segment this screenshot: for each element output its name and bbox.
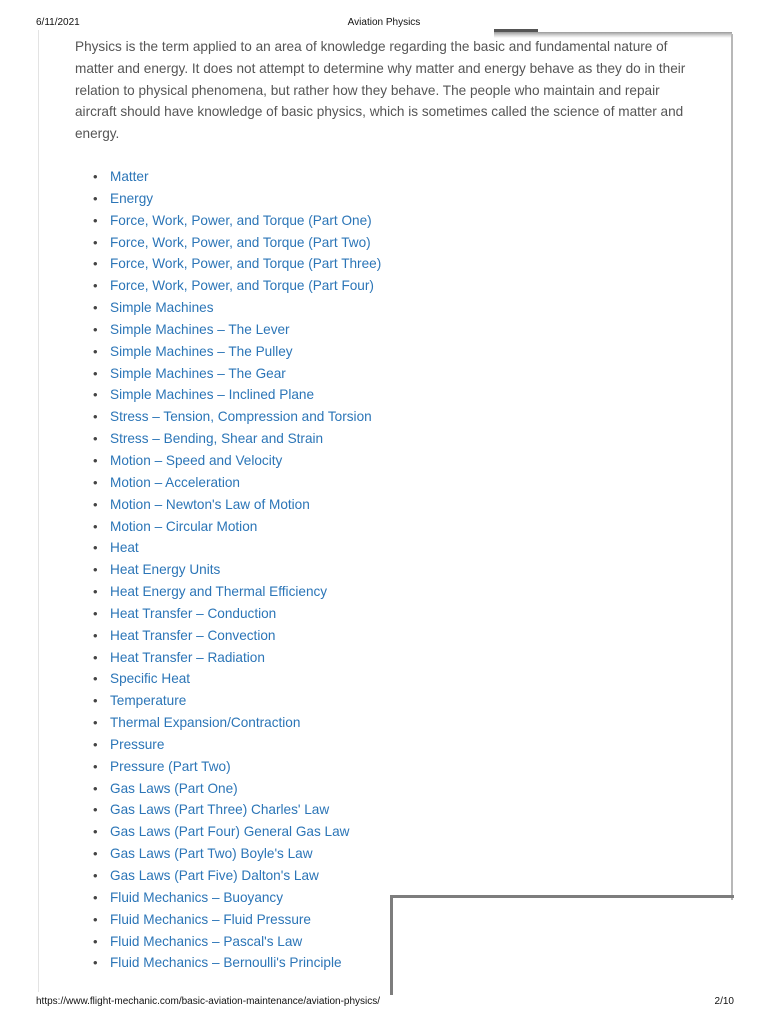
bullet-icon: •: [93, 736, 98, 752]
list-item: [93, 428, 473, 450]
list-item: [93, 559, 473, 581]
topic-link[interactable]: Simple Machines – The Lever: [110, 321, 290, 337]
list-item: [93, 210, 473, 232]
list-item: [93, 668, 473, 690]
topic-link[interactable]: Motion – Speed and Velocity: [110, 452, 283, 468]
topic-link[interactable]: Motion – Acceleration: [110, 474, 240, 490]
bullet-icon: •: [93, 933, 98, 949]
list-item: [93, 821, 473, 843]
topic-link[interactable]: Simple Machines – Inclined Plane: [110, 387, 315, 403]
topic-link[interactable]: Heat Transfer – Conduction: [110, 605, 277, 621]
topic-link[interactable]: Simple Machines – The Pulley: [110, 343, 293, 359]
bullet-icon: •: [93, 868, 98, 883]
list-item: [93, 494, 473, 516]
list-item: [93, 319, 473, 341]
page-number: 2/10: [714, 996, 734, 1007]
list-item: [93, 166, 473, 188]
bullet-icon: •: [93, 627, 98, 643]
sidebar-border: [731, 34, 733, 900]
list-item: [93, 909, 473, 931]
list-item: [93, 581, 473, 603]
topic-link[interactable]: Temperature: [110, 693, 187, 709]
list-item: [93, 537, 473, 559]
bullet-icon: •: [93, 955, 98, 971]
list-item: [93, 756, 473, 778]
list-item: [93, 384, 473, 406]
topic-link[interactable]: Force, Work, Power, and Torque (Part One): [110, 212, 372, 228]
list-item: [93, 647, 473, 669]
bullet-icon: •: [93, 889, 98, 905]
bullet-icon: •: [93, 212, 98, 228]
list-item: [93, 712, 473, 734]
topic-link[interactable]: Gas Laws (Part One): [110, 780, 238, 796]
bullet-icon: •: [93, 693, 98, 709]
topic-link[interactable]: Force, Work, Power, and Torque (Part Four): [110, 278, 374, 294]
topic-link[interactable]: Heat Transfer – Radiation: [110, 649, 265, 665]
list-item: [93, 253, 473, 275]
topic-link[interactable]: Gas Laws (Part Four) General Gas Law: [110, 824, 350, 840]
topic-link[interactable]: Heat Transfer – Convection: [110, 627, 276, 643]
bullet-icon: •: [93, 409, 98, 425]
list-item: [93, 799, 473, 821]
bullet-icon: •: [93, 540, 98, 556]
topic-link[interactable]: Motion – Circular Motion: [110, 518, 258, 534]
list-item: [93, 363, 473, 385]
bullet-icon: •: [93, 562, 98, 578]
list-item: [93, 472, 473, 494]
bullet-icon: •: [93, 496, 98, 512]
list-item: [93, 952, 473, 974]
list-item: [93, 603, 473, 625]
bullet-icon: •: [93, 802, 98, 818]
bullet-icon: •: [93, 321, 98, 337]
bullet-icon: •: [93, 278, 98, 294]
topic-link[interactable]: Fluid Mechanics – Bernoulli's Principle: [110, 955, 342, 971]
topic-link[interactable]: Pressure: [110, 736, 165, 752]
print-footer: [0, 996, 768, 1014]
topic-link[interactable]: Gas Laws (Part Five) Dalton's Law: [110, 868, 319, 883]
bullet-icon: •: [93, 256, 98, 272]
topic-link[interactable]: Simple Machines – The Gear: [110, 365, 286, 381]
topic-link[interactable]: Heat Energy and Thermal Efficiency: [110, 584, 328, 600]
list-item: [93, 406, 473, 428]
topic-link[interactable]: Heat: [110, 540, 139, 556]
bullet-icon: •: [93, 911, 98, 927]
list-item: [93, 865, 473, 887]
print-date: 6/11/2021: [36, 17, 80, 28]
bullet-icon: •: [93, 365, 98, 381]
bullet-icon: •: [93, 343, 98, 359]
list-item: [93, 887, 473, 909]
bullet-icon: •: [93, 190, 98, 206]
bullet-icon: •: [93, 584, 98, 600]
list-item: [93, 778, 473, 800]
topic-link[interactable]: Motion – Newton's Law of Motion: [110, 496, 310, 512]
list-item: [93, 297, 473, 319]
topic-link[interactable]: Gas Laws (Part Three) Charles' Law: [110, 802, 330, 818]
bullet-icon: •: [93, 452, 98, 468]
list-item: [93, 275, 473, 297]
list-item: [93, 734, 473, 756]
bullet-icon: •: [93, 824, 98, 840]
bullet-icon: •: [93, 518, 98, 534]
topic-link[interactable]: Energy: [110, 190, 154, 206]
topic-link[interactable]: Force, Work, Power, and Torque (Part Two): [110, 234, 371, 250]
list-item: [93, 450, 473, 472]
topic-link[interactable]: Gas Laws (Part Two) Boyle's Law: [110, 846, 313, 862]
list-item: [93, 690, 473, 712]
intro-paragraph: Physics is the term applied to an area of knowledge regarding the basic and fundamental nature of matter and energy. It does not attempt to determine why matter and energy behave as they do in their relation to physical phenomena, but rather how they behave. The people who maintain and repair aircraft should have knowledge of basic physics, which is sometimes called the science of matter and energy.: [75, 39, 686, 142]
bullet-icon: •: [93, 605, 98, 621]
list-item: [93, 843, 473, 865]
list-item: [93, 188, 473, 210]
topic-link[interactable]: Force, Work, Power, and Torque (Part Three): [110, 256, 382, 272]
bullet-icon: •: [93, 715, 98, 731]
bullet-icon: •: [93, 758, 98, 774]
topic-link[interactable]: Fluid Mechanics – Buoyancy: [110, 889, 284, 905]
topic-link[interactable]: Stress – Tension, Compression and Torsion: [110, 409, 372, 425]
page-title: Aviation Physics: [347, 17, 421, 28]
bullet-icon: •: [93, 234, 98, 250]
page-url: https://www.flight-mechanic.com/basic-aviation-maintenance/aviation-physics/: [36, 996, 381, 1007]
bullet-icon: •: [93, 431, 98, 447]
topic-link[interactable]: Fluid Mechanics – Fluid Pressure: [110, 911, 311, 927]
topic-link[interactable]: Fluid Mechanics – Pascal's Law: [110, 933, 303, 949]
topic-link[interactable]: Stress – Bending, Shear and Strain: [110, 431, 324, 447]
topic-link[interactable]: Pressure (Part Two): [110, 758, 231, 774]
list-item: [93, 625, 473, 647]
bullet-icon: •: [93, 300, 98, 316]
list-item: [93, 341, 473, 363]
list-item: [93, 516, 473, 538]
topic-link-list: [93, 166, 473, 974]
list-item: [93, 232, 473, 254]
bullet-icon: •: [93, 169, 98, 184]
bullet-icon: •: [93, 780, 98, 796]
topic-link[interactable]: Thermal Expansion/Contraction: [110, 715, 301, 731]
bullet-icon: •: [93, 846, 98, 862]
topic-link[interactable]: Matter: [110, 169, 149, 184]
bullet-icon: •: [93, 474, 98, 490]
bullet-icon: •: [93, 387, 98, 403]
list-item: [93, 931, 473, 953]
bullet-icon: •: [93, 649, 98, 665]
topic-link[interactable]: Heat Energy Units: [110, 562, 221, 578]
bullet-icon: •: [93, 671, 98, 687]
topic-link[interactable]: Specific Heat: [110, 671, 191, 687]
topic-link[interactable]: Simple Machines: [110, 300, 214, 316]
